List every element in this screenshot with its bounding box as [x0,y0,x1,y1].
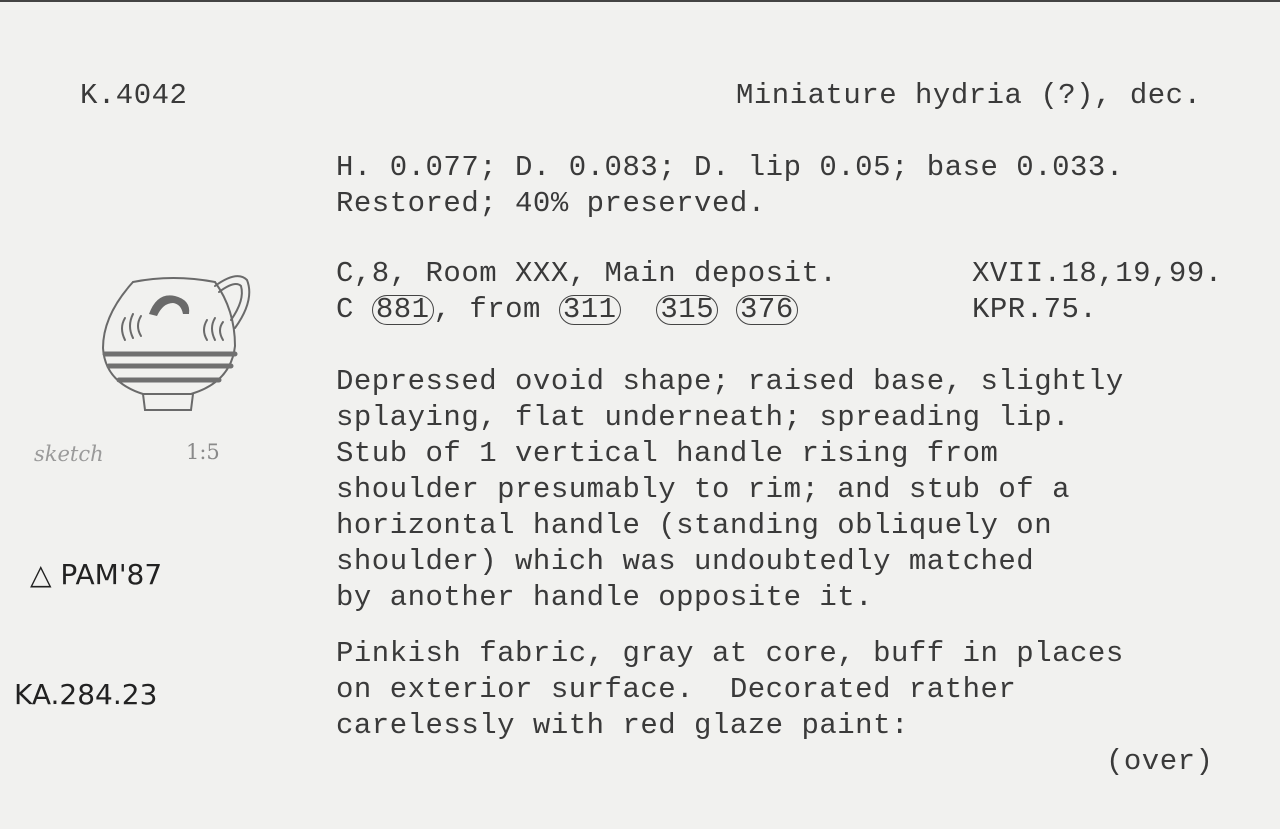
lot-number: 315 [656,295,718,325]
context-line-1: C,8, Room XXX, Main deposit. [336,257,838,290]
fabric-line: on exterior surface. Decorated rather [336,673,1017,706]
object-title: Miniature hydria (?), dec. [736,79,1202,112]
dimensions-line-2: Restored; 40% preserved. [336,187,766,220]
description-line: shoulder presumably to rim; and stub of a [336,473,1071,506]
description-line: horizontal handle (standing obliquely on [336,509,1053,542]
description-line: Stub of 1 vertical handle rising from [336,437,999,470]
hydria-sketch-icon [95,270,265,420]
lot-number: 311 [559,295,621,325]
fabric-line: carelessly with red glaze paint: [336,709,909,742]
sketch-scale: 1:5 [186,440,220,464]
reference-line-1: XVII.18,19,99. [972,257,1223,290]
dimensions-line-1: H. 0.077; D. 0.083; D. lip 0.05; base 0.033. [336,151,1124,184]
catalog-number: K.4042 [80,79,188,112]
description-line: shoulder) which was undoubtedly matched [336,545,1035,578]
description-line: splaying, flat underneath; spreading lip. [336,401,1071,434]
lot-number: 881 [372,295,434,325]
inventory-number: KA.284.23 [14,678,158,711]
pam-note: △ PAM'87 [30,558,163,591]
reference-line-2: KPR.75. [972,293,1098,326]
context-line-2 [336,292,798,328]
context-prefix: C [336,293,354,326]
description-line: Depressed ovoid shape; raised base, slightly [336,365,1124,398]
context-from: , from [433,293,541,326]
fabric-line: Pinkish fabric, gray at core, buff in places [336,637,1124,670]
continued-note: (over) [1106,745,1214,778]
description-line: by another handle opposite it. [336,581,874,614]
sketch-label: sketch [34,442,104,466]
lot-number: 376 [736,295,798,325]
